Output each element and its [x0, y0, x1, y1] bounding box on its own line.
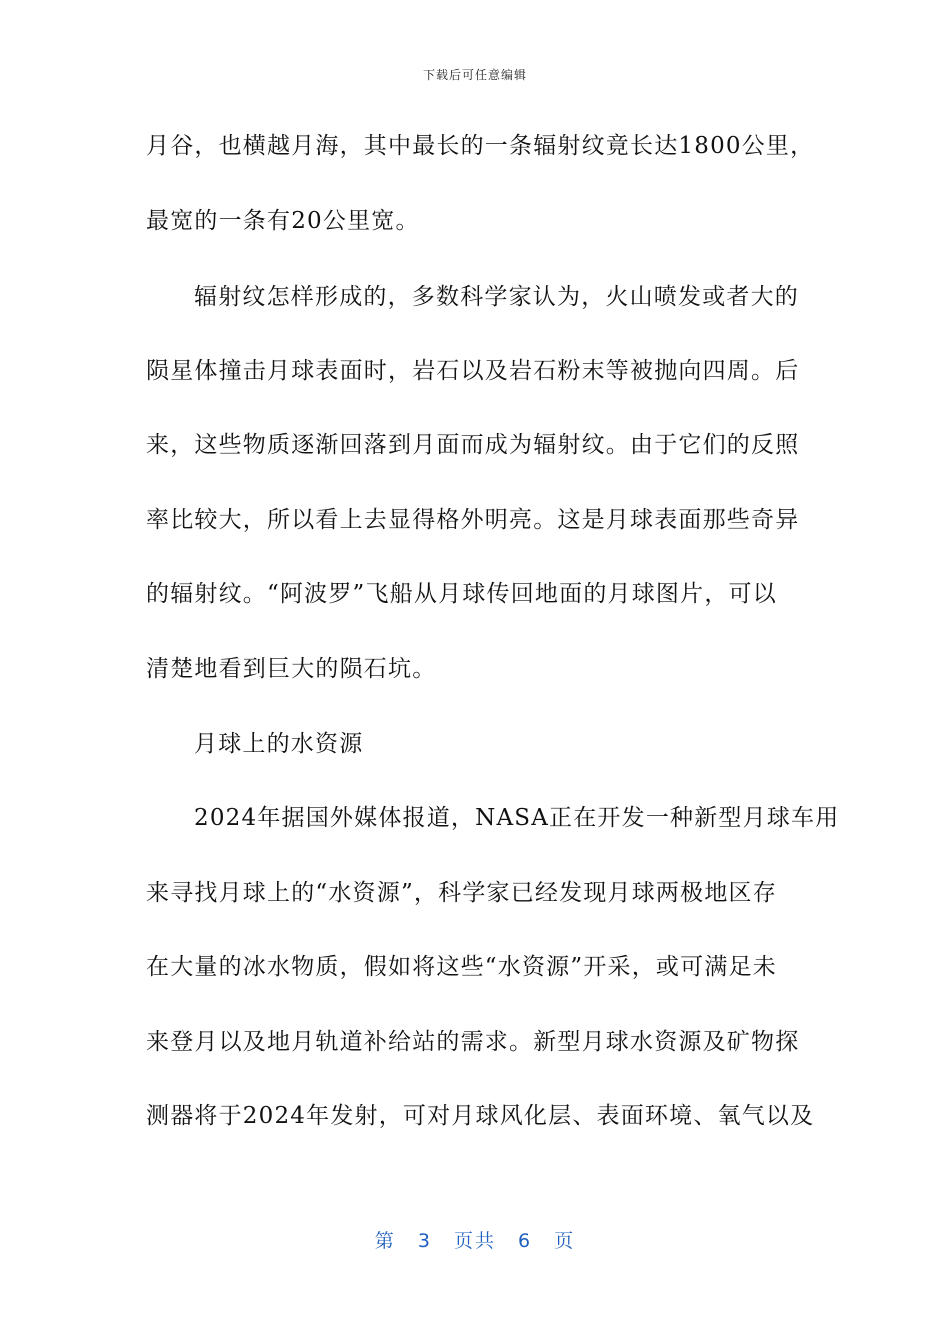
paragraph-line: 在大量的冰水物质，假如将这些“水资源”开采，或可满足未	[146, 954, 777, 980]
paragraph-line: 2024年据国外媒体报道，NASA正在开发一种新型月球车用	[194, 805, 840, 831]
paragraph-line: 来，这些物质逐渐回落到月面而成为辐射纹。由于它们的反照	[146, 432, 800, 458]
paragraph-line: 陨星体撞击月球表面时，岩石以及岩石粉末等被抛向四周。后	[146, 358, 800, 384]
paragraph-line: 辐射纹怎样形成的，多数科学家认为，火山喷发或者大的	[194, 284, 799, 310]
paragraph-line: 测器将于2024年发射，可对月球风化层、表面环境、氧气以及	[146, 1103, 815, 1129]
paragraph-line: 来寻找月球上的“水资源”，科学家已经发现月球两极地区存	[146, 880, 777, 906]
page-label-prefix: 第	[374, 1230, 396, 1252]
paragraph-line: 率比较大，所以看上去显得格外明亮。这是月球表面那些奇异	[146, 507, 800, 533]
paragraph-line: 来登月以及地月轨道补给站的需求。新型月球水资源及矿物探	[146, 1029, 800, 1055]
paragraph-line: 的辐射纹。“阿波罗”飞船从月球传回地面的月球图片，可以	[146, 581, 777, 607]
page-footer	[0, 1226, 950, 1253]
current-page-number: 3	[417, 1230, 432, 1252]
paragraph-line: 月谷，也横越月海，其中最长的一条辐射纹竟长达1800公里，	[146, 133, 815, 159]
total-pages-number: 6	[518, 1230, 533, 1252]
paragraph-line: 清楚地看到巨大的陨石坑。	[146, 656, 437, 682]
page-label-suffix: 页	[554, 1230, 576, 1252]
section-heading: 月球上的水资源	[194, 731, 364, 757]
paragraph-line: 最宽的一条有20公里宽。	[146, 208, 420, 234]
header-note: 下载后可任意编辑	[422, 68, 527, 82]
page-label-mid: 页共	[453, 1230, 496, 1252]
